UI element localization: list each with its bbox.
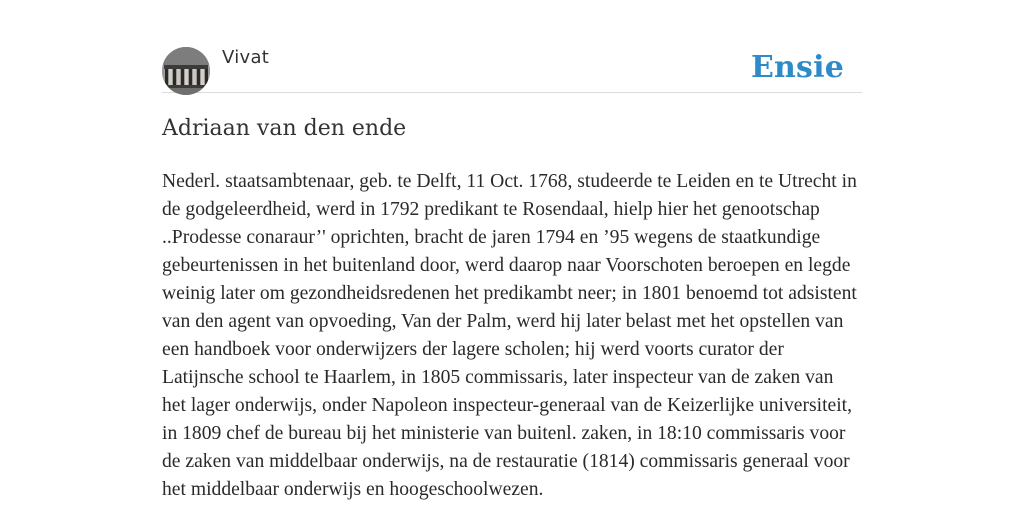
book-spines-icon xyxy=(162,47,210,95)
header xyxy=(162,46,862,93)
source-name[interactable]: Vivat xyxy=(222,47,270,68)
source-avatar[interactable] xyxy=(162,47,210,95)
article-body: Nederl. staatsambtenaar, geb. te Delft, 11 Oct. 1768, studeerde te Leiden en te Utrecht in de godgeleerdheid, werd in 1792 predikant te Rosendaal, hielp hier het genootschap ..Prodesse conaraur’' oprichten, bracht de jaren 1794 en ’95 wegens de staatkundige gebeurtenissen in het buitenland door, werd daarop naar Voorschoten beroepen en legde weinig later om gezondheidsredenen het predikambt neer; in 1801 benoemd tot adsistent van den agent van opvoeding, Van der Palm, werd hij later belast met het opstellen van een handboek voor onderwijzers der lagere scholen; hij werd voorts curator der Latijnsche school te Haarlem, in 1805 commissaris, later inspecteur van de zaken van het lager onderwijs, onder Napoleon inspecteur-generaal van de Keizerlijke universiteit, in 1809 chef de bureau bij het ministerie van buitenl. zaken, in 18:10 commissaris voor de zaken van middelbaar onderwijs, na de restauratie (1814) commissaris generaal voor het middelbaar onderwijs en hoogeschoolwezen. xyxy=(162,171,857,500)
article-title: Adriaan van den ende xyxy=(162,116,407,141)
brand-logo[interactable]: Ensie xyxy=(750,50,844,85)
